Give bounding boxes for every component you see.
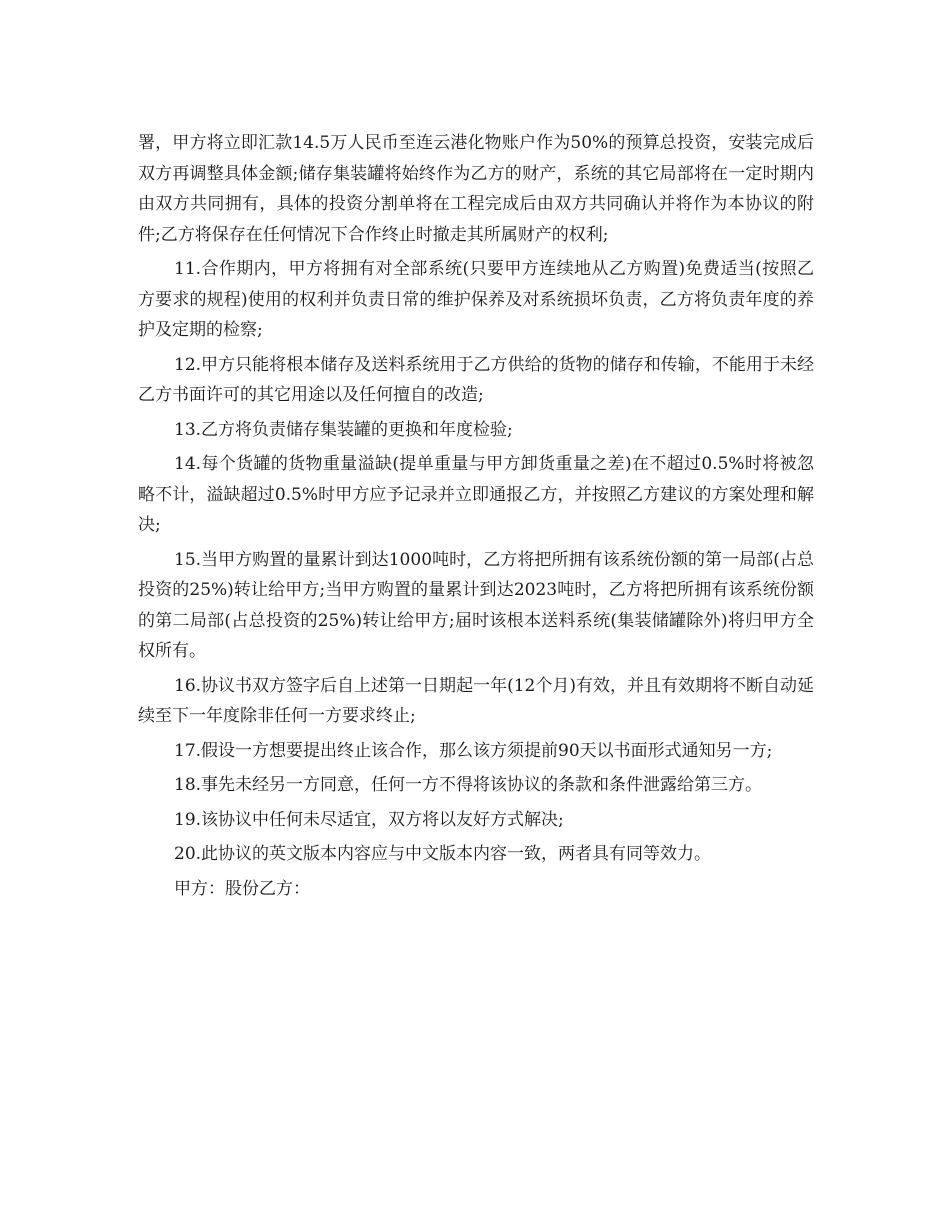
clause-17: 17.假设一方想要提出终止该合作，那么该方须提前90天以书面形式通知另一方; (174, 740, 773, 761)
clause-14: 14.每个货罐的货物重量溢缺(提单重量与甲方卸货重量之差)在不超过0.5%时将被忽略不计，溢缺超过0.5%时甲方应予记录并立即通报乙方，并按照乙方建议的方案处理和解决; (138, 454, 814, 535)
clause-20: 20.此协议的英文版本内容应与中文版本内容一致，两者具有同等效力。 (174, 844, 712, 864)
clause-11: 11.合作期内，甲方将拥有对全部系统(只要甲方连续地从乙方购置)免费适当(按照乙方要求的规程)使用的权利并负责日常的维护保养及对系统损坏负责，乙方将负责年度的养护及定期的检察; (138, 259, 814, 340)
clause-16: 16.协议书双方签字后自上述第一日期起一年(12个月)有效，并且有效期将不断自动延续至下一年度除非任何一方要求终止; (138, 675, 814, 726)
clause-19: 19.该协议中任何未尽适宜，双方将以友好方式解决; (174, 809, 564, 830)
clause-15: 15.当甲方购置的量累计到达1000吨时，乙方将把所拥有该系统份额的第一局部(占总投资的25%)转让给甲方;当甲方购置的量累计到达2023吨时，乙方将把所拥有该系统份额的第二局部(占总投资的25%)转让给甲方;届时该根本送料系统(集装储罐除外)将归甲方全权所有。 (138, 549, 814, 661)
clause-12: 12.甲方只能将根本储存及送料系统用于乙方供给的货物的储存和传输，不能用于未经乙方书面许可的其它用途以及任何擅自的改造; (138, 354, 814, 405)
signature-line: 甲方：股份乙方： (174, 878, 310, 899)
document-body (138, 128, 814, 904)
clause-18: 18.事先未经另一方同意，任何一方不得将该协议的条款和条件泄露给第三方。 (174, 775, 763, 795)
clause-13: 13.乙方将负责储存集装罐的更换和年度检验; (174, 419, 513, 440)
continuation-paragraph: 署，甲方将立即汇款14.5万人民币至连云港化物账户作为50%的预算总投资，安装完成后双方再调整具体金额;储存集装罐将始终作为乙方的财产，系统的其它局部将在一定时期内由双方共同拥有，具体的投资分割单将在工程完成后由双方共同确认并将作为本协议的附件;乙方将保存在任何情况下合作终止时撤走其所属财产的权利; (138, 133, 814, 245)
